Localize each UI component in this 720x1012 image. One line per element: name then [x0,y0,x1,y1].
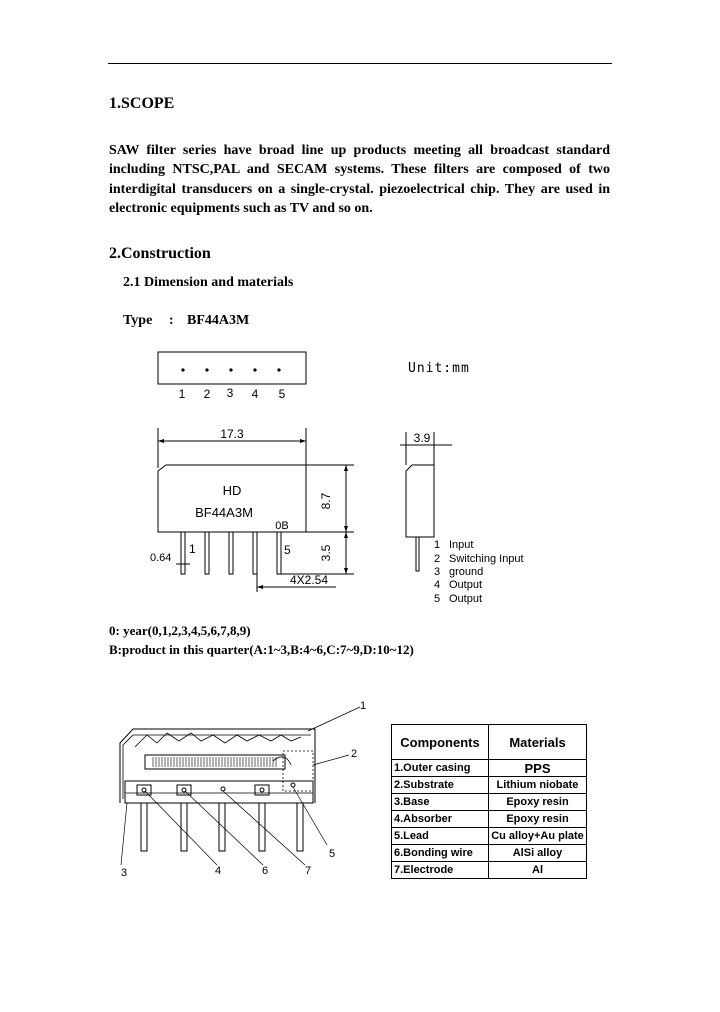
material-cell: PPS [489,760,587,777]
component-cell: 2.Substrate [392,777,489,794]
pin-number-5: 5 [278,387,286,401]
pin-function-2-num: 2 [434,553,441,565]
component-cell: 6.Bonding wire [392,845,489,862]
side-view-body [406,465,434,537]
table-row [392,828,587,845]
material-cell: Al [489,862,587,879]
table-row [392,811,587,828]
height-dimension: 8.7 [319,492,333,510]
table-row [392,794,587,811]
pin-function-legend [434,539,524,605]
pin-number-1: 1 [178,387,186,401]
callout-7: 7 [305,865,312,877]
pin-number-4: 4 [251,387,259,401]
pin-function-5-name: Output [449,593,483,605]
pin-function-4-name: Output [449,579,483,591]
cross-section-drawing [105,695,385,885]
marking-part-number: BF44A3M [195,505,253,520]
thickness-dimension: 3.9 [413,431,431,445]
marking-hd: HD [222,483,242,498]
unit-label: Unit:mm [408,361,470,376]
scope-paragraph: SAW filter series have broad line up products meeting all broadcast standard including NTSC,PAL and SECAM systems. These filters are composed of two interdigital transducers on a single-crystal. piezoelectrical chip. They are used in electronic equipments such as TV and so on. [109,143,610,216]
pitch-dimension: 4X2.54 [289,573,329,587]
marking-date-code: 0B [275,520,289,532]
type-value: BF44A3M [187,313,250,328]
table-row [392,862,587,879]
date-code-year-note: 0: year(0,1,2,3,4,5,6,7,8,9) [109,623,251,638]
material-cell: Epoxy resin [489,811,587,828]
top-view-outline [158,352,306,384]
materials-table-header [392,725,587,760]
pin-function-3-name: ground [449,566,484,578]
pin-function-5-num: 5 [434,593,441,605]
top-rule [108,63,612,64]
front-pin5-label: 5 [284,543,291,557]
component-cell: 5.Lead [392,828,489,845]
pin-function-4-num: 4 [434,579,441,591]
callout-1: 1 [360,700,367,712]
pin-length-dimension: 3.5 [319,544,333,562]
component-cell: 3.Base [392,794,489,811]
date-code-quarter-note: B:product in this quarter(A:1~3,B:4~6,C:7~9,D:10~12) [109,642,414,657]
header-materials: Materials [489,725,587,760]
material-cell: Epoxy resin [489,794,587,811]
pin-function-2-name: Switching Input [449,553,524,565]
dimension-drawing [140,340,560,615]
pin-number-3: 3 [226,386,234,400]
dimension-subheading: 2.1 Dimension and materials [123,275,294,290]
top-view-pin-holes [181,368,280,371]
table-row [392,845,587,862]
substrate-detail-box [283,751,313,791]
material-cell: AlSi alloy [489,845,587,862]
front-view-leads [181,532,281,574]
pin-number-2: 2 [203,387,211,401]
table-row [392,777,587,794]
pin-function-1-num: 1 [434,539,441,551]
side-view-lead [416,537,419,571]
table-row [392,760,587,777]
scope-heading: 1.SCOPE [109,95,175,112]
callout-3: 3 [121,867,128,879]
component-cell: 1.Outer casing [392,760,489,777]
construction-heading: 2.Construction [109,245,211,262]
pin-function-3-num: 3 [434,566,441,578]
type-label: Type [123,313,153,328]
header-components: Components [392,725,489,760]
callout-leaders [121,707,360,865]
front-pin1-label: 1 [189,542,196,556]
lead-pads [137,785,269,795]
callout-2: 2 [351,748,358,760]
material-cell: Cu alloy+Au plate [489,828,587,845]
callout-4: 4 [215,865,222,877]
component-cell: 7.Electrode [392,862,489,879]
callout-5: 5 [329,848,336,860]
leads [141,803,303,851]
materials-table [391,724,587,879]
type-separator: : [169,313,174,328]
outer-casing [120,729,315,803]
width-dimension: 17.3 [220,427,244,441]
electrode-fingers [153,757,276,767]
callout-6: 6 [262,865,269,877]
pin-width-dimension: 0.64 [150,552,172,564]
component-cell: 4.Absorber [392,811,489,828]
material-cell: Lithium niobate [489,777,587,794]
pin-function-1-name: Input [449,539,474,551]
